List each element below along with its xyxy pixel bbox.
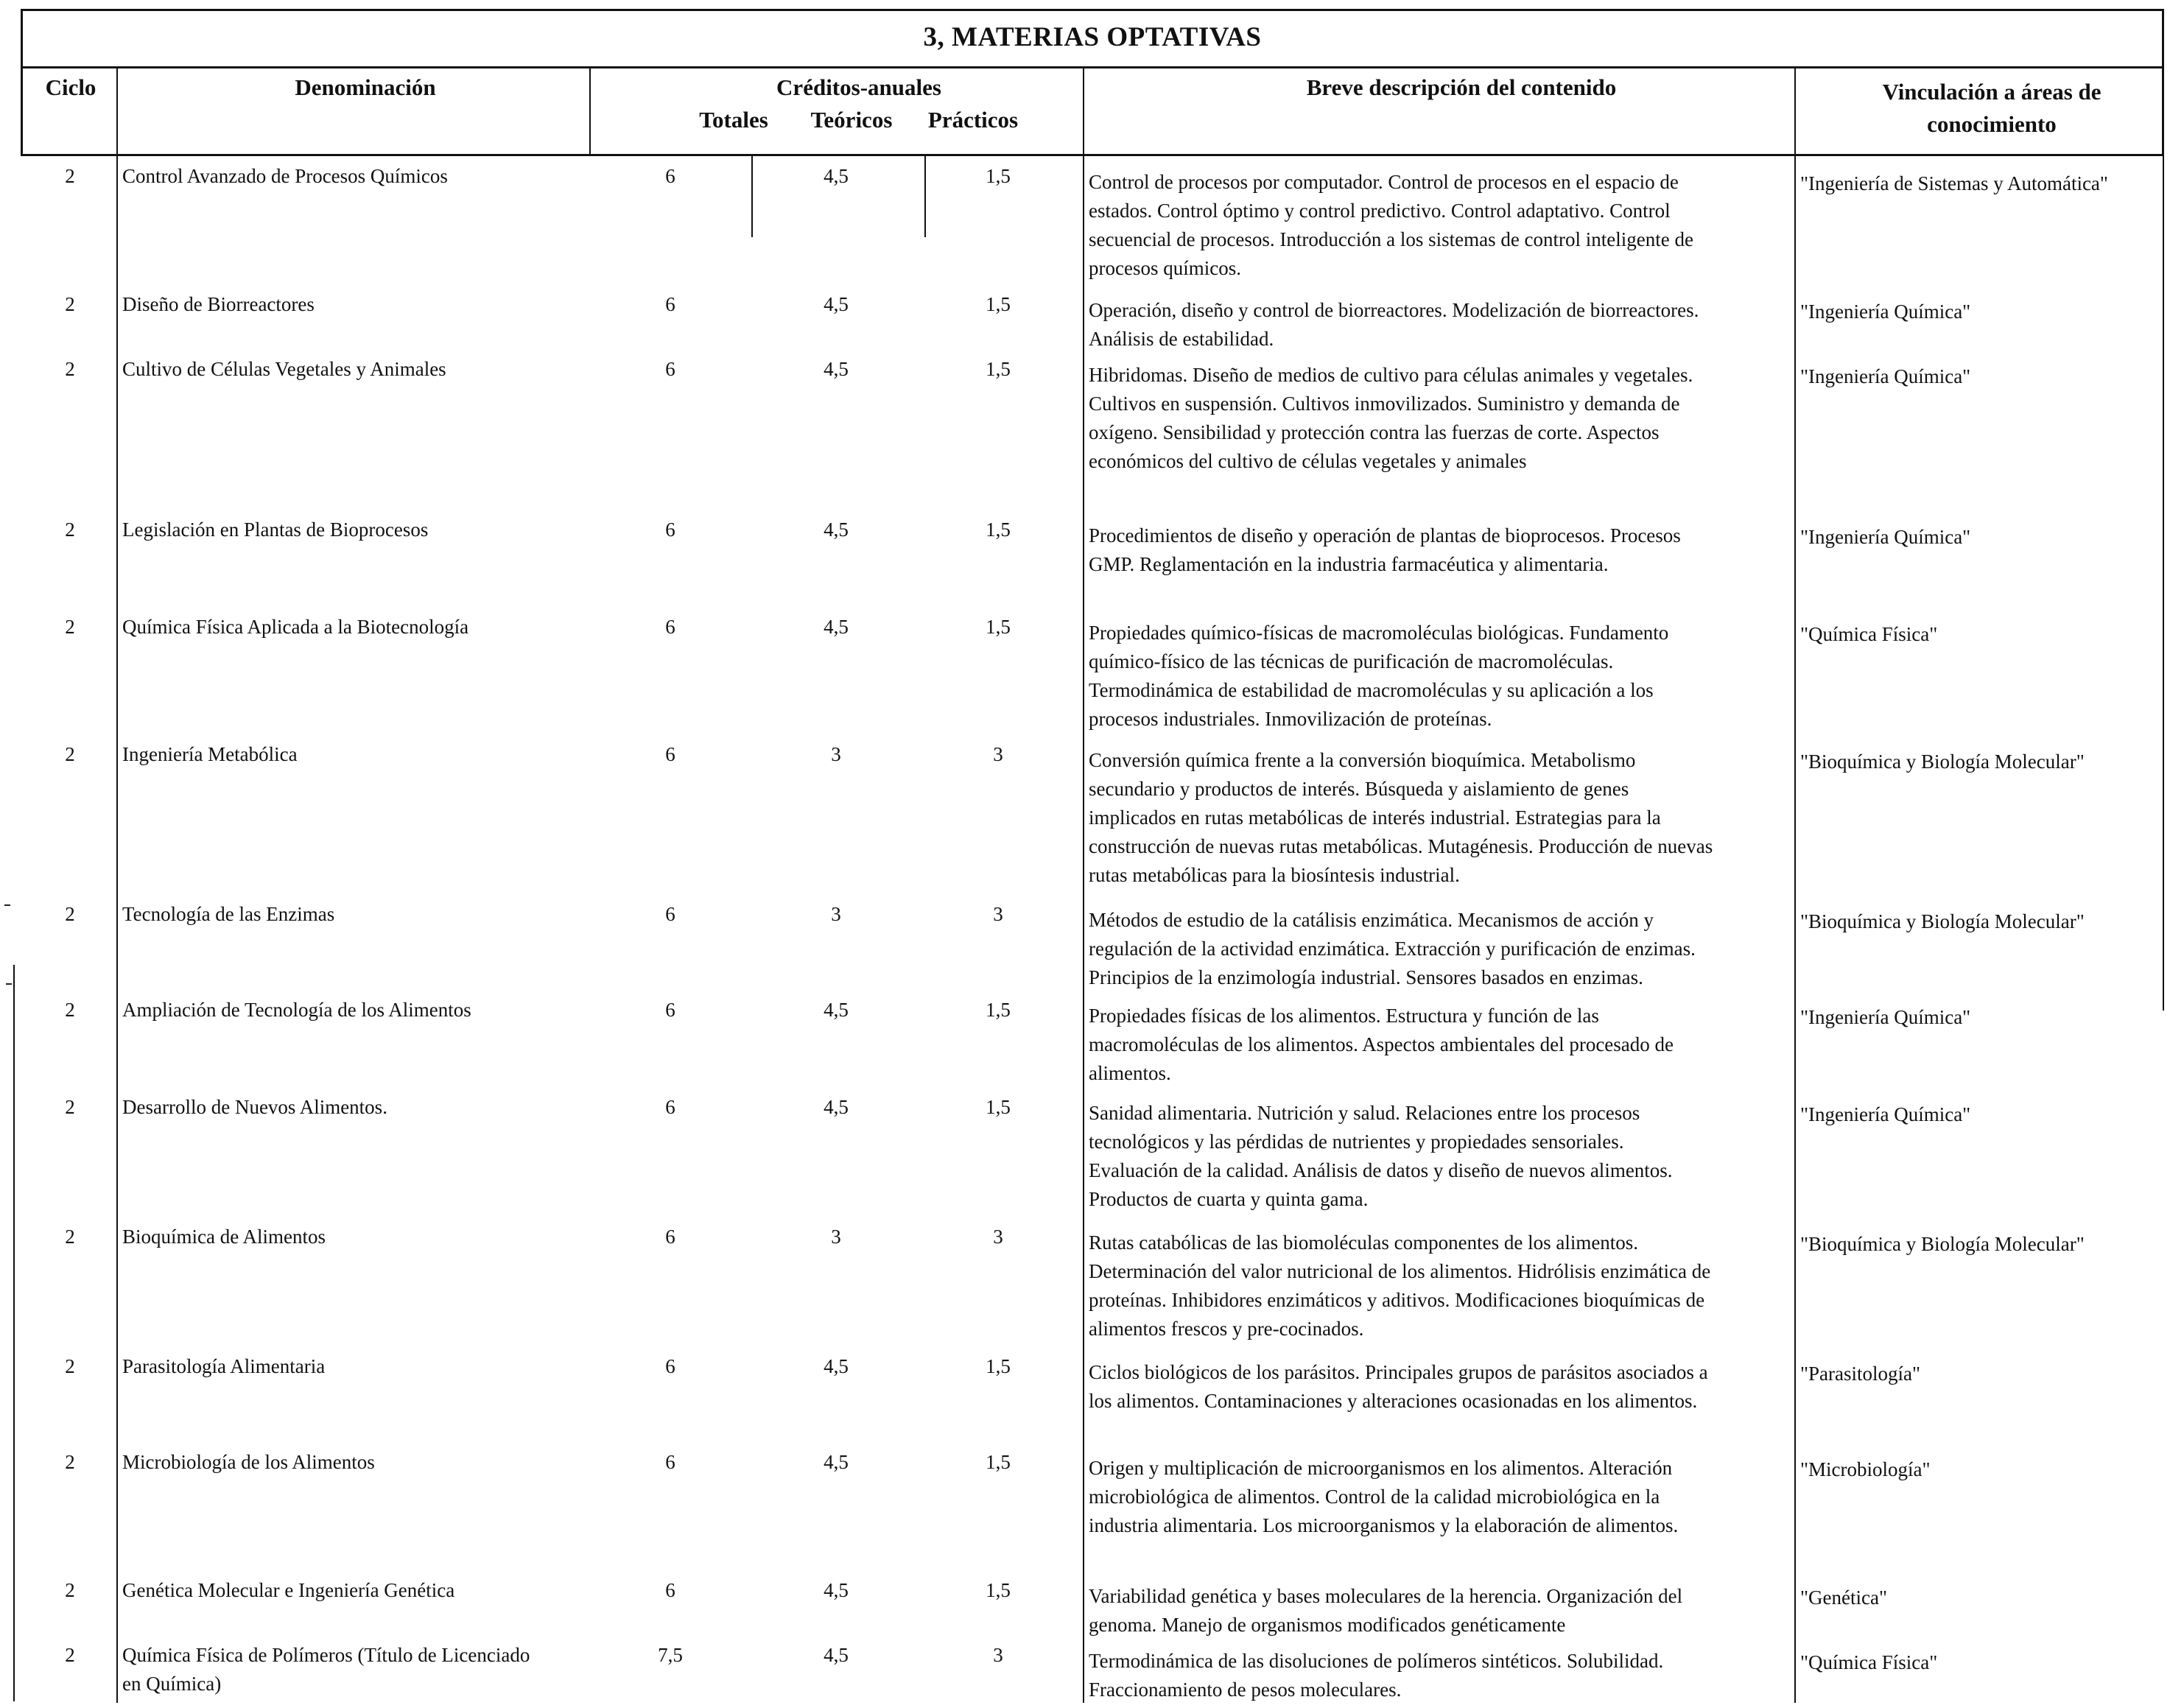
cell-ciclo: 2	[65, 358, 75, 380]
cell-denominacion: Microbiología de los Alimentos	[122, 1451, 375, 1473]
cell-descripcion: genoma. Manejo de organismos modificados genéticamente	[1089, 1614, 1566, 1636]
cell-descripcion: alimentos.	[1089, 1062, 1171, 1084]
cell-descripcion: Hibridomas. Diseño de medios de cultivo para células animales y vegetales.	[1089, 364, 1693, 386]
cell-descripcion: Principios de la enzimología industrial. Sensores basados en enzimas.	[1089, 966, 1643, 988]
column-divider	[116, 156, 118, 1703]
margin-mark	[4, 904, 10, 906]
cell-totales: 6	[665, 293, 675, 315]
cell-vinculacion: "Ingeniería Química"	[1800, 1103, 1971, 1125]
cell-denominacion: en Química)	[122, 1673, 222, 1695]
cell-practicos: 1,5	[986, 616, 1011, 638]
header-divider	[116, 66, 118, 156]
cell-descripcion: Métodos de estudio de la catálisis enzimática. Mecanismos de acción y	[1089, 909, 1654, 931]
cell-denominacion: Desarrollo de Nuevos Alimentos.	[122, 1096, 387, 1118]
header-vinculacion-line1: Vinculación a áreas de	[1882, 79, 2101, 105]
cell-vinculacion: "Bioquímica y Biología Molecular"	[1800, 1233, 2085, 1255]
cell-ciclo: 2	[65, 1096, 75, 1118]
cell-descripcion: Sanidad alimentaria. Nutrición y salud. Relaciones entre los procesos	[1089, 1102, 1640, 1124]
cell-descripcion: Variabilidad genética y bases moleculares de la herencia. Organización del	[1089, 1585, 1683, 1607]
cell-descripcion: Determinación del valor nutricional de los alimentos. Hidrólisis enzimática de	[1089, 1260, 1711, 1282]
cell-descripcion: Propiedades físicas de los alimentos. Estructura y función de las	[1089, 1005, 1599, 1027]
header-practicos: Prácticos	[927, 107, 1019, 133]
cell-descripcion: macromoléculas de los alimentos. Aspectos ambientales del procesado de	[1089, 1033, 1674, 1055]
cell-descripcion: regulación de la actividad enzimática. Extracción y purificación de enzimas.	[1089, 938, 1696, 960]
column-divider	[751, 156, 753, 237]
cell-denominacion: Ampliación de Tecnología de los Alimentos	[122, 999, 471, 1021]
cell-totales: 6	[665, 1226, 675, 1248]
cell-descripcion: Análisis de estabilidad.	[1089, 328, 1274, 350]
table-header	[21, 66, 2164, 156]
header-divider	[1794, 66, 1796, 156]
cell-descripcion: los alimentos. Contaminaciones y alteraciones ocasionadas en los alimentos.	[1089, 1390, 1698, 1412]
header-ciclo: Ciclo	[45, 74, 96, 100]
cell-totales: 6	[665, 743, 675, 765]
cell-denominacion: Química Física de Polímeros (Título de Licenciado	[122, 1644, 530, 1666]
cell-descripcion: Conversión química frente a la conversión bioquímica. Metabolismo	[1089, 749, 1636, 771]
cell-practicos: 1,5	[986, 358, 1011, 380]
cell-descripcion: Control de procesos por computador. Control de procesos en el espacio de	[1089, 171, 1679, 193]
cell-practicos: 1,5	[986, 1355, 1011, 1377]
cell-totales: 6	[665, 358, 675, 380]
cell-teoricos: 4,5	[824, 165, 849, 187]
cell-descripcion: Rutas catabólicas de las biomoléculas componentes de los alimentos.	[1089, 1231, 1639, 1254]
cell-descripcion: industria alimentaria. Los microorganismos y la elaboración de alimentos.	[1089, 1514, 1679, 1536]
header-vinculacion-line2: conocimiento	[1927, 111, 2057, 137]
cell-descripcion: procesos químicos.	[1089, 257, 1241, 279]
cell-vinculacion: "Química Física"	[1800, 623, 1938, 645]
cell-teoricos: 4,5	[824, 1096, 849, 1118]
cell-practicos: 3	[993, 1226, 1003, 1248]
cell-descripcion: construcción de nuevas rutas metabólicas. Mutagénesis. Producción de nuevas	[1089, 835, 1713, 857]
cell-vinculacion: "Ingeniería Química"	[1800, 1006, 1971, 1028]
cell-ciclo: 2	[65, 999, 75, 1021]
cell-denominacion: Química Física Aplicada a la Biotecnología	[122, 616, 469, 638]
cell-denominacion: Tecnología de las Enzimas	[122, 903, 335, 925]
cell-denominacion: Ingeniería Metabólica	[122, 743, 298, 765]
cell-descripcion: implicados en rutas metabólicas de interés industrial. Estrategias para la	[1089, 806, 1661, 829]
page-title: 3, MATERIAS OPTATIVAS	[923, 22, 1262, 52]
right-border	[2163, 156, 2164, 1011]
cell-ciclo: 2	[65, 519, 75, 541]
cell-totales: 6	[665, 1579, 675, 1601]
cell-teoricos: 4,5	[824, 293, 849, 315]
cell-vinculacion: "Bioquímica y Biología Molecular"	[1800, 910, 2085, 932]
cell-descripcion: Evaluación de la calidad. Análisis de datos y diseño de nuevos alimentos.	[1089, 1159, 1673, 1181]
cell-ciclo: 2	[65, 903, 75, 925]
cell-denominacion: Diseño de Biorreactores	[122, 293, 315, 315]
cell-teoricos: 3	[831, 1226, 841, 1248]
left-border	[13, 965, 15, 1701]
cell-practicos: 1,5	[986, 1579, 1011, 1601]
cell-descripcion: estados. Control óptimo y control predictivo. Control adaptativo. Control	[1089, 200, 1671, 222]
cell-totales: 6	[665, 519, 675, 541]
cell-teoricos: 4,5	[824, 1355, 849, 1377]
cell-ciclo: 2	[65, 616, 75, 638]
cell-practicos: 1,5	[986, 165, 1011, 187]
cell-vinculacion: "Parasitología"	[1800, 1363, 1921, 1385]
cell-descripcion: procesos industriales. Inmovilización de proteínas.	[1089, 708, 1492, 730]
header-denominacion: Denominación	[295, 74, 436, 100]
cell-descripcion: oxígeno. Sensibilidad y protección contra las fuerzas de corte. Aspectos	[1089, 421, 1660, 443]
cell-descripcion: GMP. Reglamentación en la industria farmacéutica y alimentaria.	[1089, 553, 1609, 575]
cell-descripcion: Origen y multiplicación de microorganismos en los alimentos. Alteración	[1089, 1457, 1673, 1479]
cell-teoricos: 4,5	[824, 358, 849, 380]
cell-practicos: 1,5	[986, 999, 1011, 1021]
cell-descripcion: Ciclos biológicos de los parásitos. Principales grupos de parásitos asociados a	[1089, 1361, 1708, 1383]
cell-denominacion: Control Avanzado de Procesos Químicos	[122, 165, 448, 187]
cell-vinculacion: "Ingeniería Química"	[1800, 365, 1971, 387]
cell-totales: 6	[665, 165, 675, 187]
cell-ciclo: 2	[65, 1355, 75, 1377]
cell-denominacion: Legislación en Plantas de Bioprocesos	[122, 519, 429, 541]
cell-denominacion: Genética Molecular e Ingeniería Genética	[122, 1579, 455, 1601]
cell-vinculacion: "Ingeniería Química"	[1800, 301, 1971, 323]
header-totales: Totales	[699, 107, 768, 133]
header-descripcion: Breve descripción del contenido	[1306, 74, 1617, 100]
header-teoricos: Teóricos	[810, 107, 893, 133]
cell-practicos: 1,5	[986, 1451, 1011, 1473]
cell-descripcion: químico-físico de las técnicas de purificación de macromoléculas.	[1089, 650, 1614, 672]
cell-teoricos: 4,5	[824, 519, 849, 541]
title-box	[21, 9, 2164, 66]
cell-descripcion: microbiológica de alimentos. Control de la calidad microbiológica en la	[1089, 1486, 1660, 1508]
cell-descripcion: Propiedades químico-físicas de macromoléculas biológicas. Fundamento	[1089, 622, 1669, 644]
cell-vinculacion: "Microbiología"	[1800, 1458, 1931, 1480]
cell-ciclo: 2	[65, 293, 75, 315]
cell-vinculacion: "Química Física"	[1800, 1651, 1938, 1673]
cell-teoricos: 4,5	[824, 1451, 849, 1473]
cell-totales: 6	[665, 1355, 675, 1377]
cell-teoricos: 4,5	[824, 616, 849, 638]
cell-ciclo: 2	[65, 743, 75, 765]
cell-vinculacion: "Ingeniería de Sistemas y Automática"	[1800, 172, 2108, 194]
header-creditos: Créditos-anuales	[776, 74, 941, 100]
cell-denominacion: Parasitología Alimentaria	[122, 1355, 326, 1377]
cell-totales: 6	[665, 1451, 675, 1473]
cell-descripcion: económicos del cultivo de células vegetales y animales	[1089, 450, 1527, 472]
cell-descripcion: Termodinámica de las disoluciones de polímeros sintéticos. Solubilidad.	[1089, 1650, 1664, 1672]
cell-vinculacion: "Genética"	[1800, 1586, 1887, 1609]
cell-practicos: 3	[993, 743, 1003, 765]
cell-ciclo: 2	[65, 1451, 75, 1473]
header-divider	[589, 66, 591, 156]
cell-descripcion: Productos de cuarta y quinta gama.	[1089, 1188, 1369, 1210]
cell-practicos: 1,5	[986, 519, 1011, 541]
cell-descripcion: Cultivos en suspensión. Cultivos inmovilizados. Suministro y demanda de	[1089, 393, 1680, 415]
cell-practicos: 1,5	[986, 293, 1011, 315]
column-divider	[1083, 156, 1084, 1703]
cell-descripcion: Procedimientos de diseño y operación de plantas de bioprocesos. Procesos	[1089, 524, 1681, 547]
cell-descripcion: Fraccionamiento de pesos moleculares.	[1089, 1679, 1402, 1701]
cell-descripcion: tecnológicos y las pérdidas de nutrientes y propiedades sensoriales.	[1089, 1131, 1624, 1153]
cell-practicos: 1,5	[986, 1096, 1011, 1118]
cell-teoricos: 3	[831, 903, 841, 925]
cell-ciclo: 2	[65, 1226, 75, 1248]
cell-teoricos: 4,5	[824, 999, 849, 1021]
cell-descripcion: rutas metabólicas para la biosíntesis industrial.	[1089, 864, 1460, 886]
cell-practicos: 3	[993, 1644, 1003, 1666]
cell-descripcion: Operación, diseño y control de biorreactores. Modelización de biorreactores.	[1089, 299, 1699, 321]
cell-totales: 7,5	[658, 1644, 683, 1666]
column-divider	[924, 156, 926, 237]
cell-ciclo: 2	[65, 1579, 75, 1601]
cell-vinculacion: "Bioquímica y Biología Molecular"	[1800, 751, 2085, 773]
header-divider	[1083, 66, 1084, 156]
cell-denominacion: Bioquímica de Alimentos	[122, 1226, 326, 1248]
margin-mark	[6, 983, 12, 985]
cell-teoricos: 3	[831, 743, 841, 765]
cell-ciclo: 2	[65, 165, 75, 187]
cell-ciclo: 2	[65, 1644, 75, 1666]
cell-descripcion: proteínas. Inhibidores enzimáticos y aditivos. Modificaciones bioquímicas de	[1089, 1289, 1705, 1311]
cell-teoricos: 4,5	[824, 1644, 849, 1666]
cell-totales: 6	[665, 1096, 675, 1118]
cell-descripcion: alimentos frescos y pre-cocinados.	[1089, 1318, 1364, 1340]
cell-descripcion: secuencial de procesos. Introducción a los sistemas de control inteligente de	[1089, 228, 1693, 250]
cell-descripcion: secundario y productos de interés. Búsqueda y aislamiento de genes	[1089, 778, 1629, 800]
cell-totales: 6	[665, 999, 675, 1021]
cell-vinculacion: "Ingeniería Química"	[1800, 526, 1971, 548]
cell-denominacion: Cultivo de Células Vegetales y Animales	[122, 358, 446, 380]
cell-totales: 6	[665, 616, 675, 638]
cell-teoricos: 4,5	[824, 1579, 849, 1601]
cell-descripcion: Termodinámica de estabilidad de macromoléculas y su aplicación a los	[1089, 679, 1654, 701]
cell-totales: 6	[665, 903, 675, 925]
cell-practicos: 3	[993, 903, 1003, 925]
